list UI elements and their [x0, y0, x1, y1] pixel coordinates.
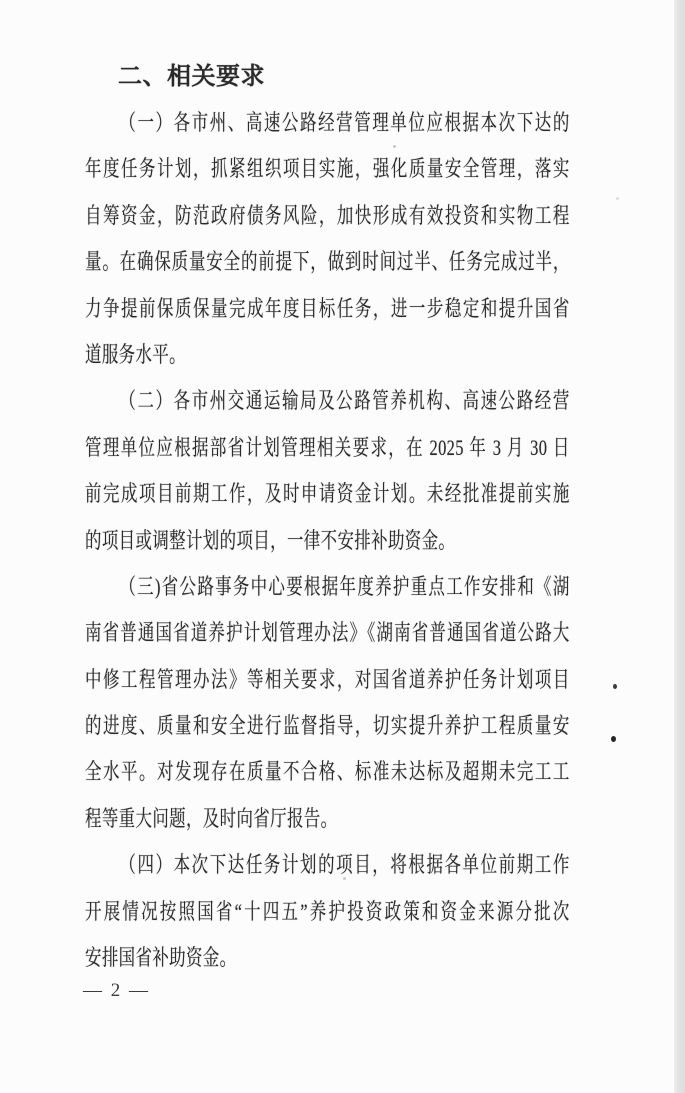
text-line: 的进度、质量和安全进行监督指导，切实提升养护工程质量安	[85, 713, 570, 739]
scan-speck	[393, 145, 396, 148]
text-line: 力争提前保质保量完成年度目标任务，进一步稳定和提升国省	[85, 295, 570, 321]
text-line: 全水平。对发现存在质量不合格、标准未达标及超期未完工工	[85, 759, 570, 785]
text-line: 年度任务计划，抓紧组织项目实施，强化质量安全管理，落实	[85, 156, 570, 182]
text-line: 程等重大问题，及时向省厅报告。	[85, 805, 338, 831]
text-line: 的项目或调整计划的项目，一律不安排补助资金。	[85, 527, 456, 553]
scan-speck	[613, 684, 617, 689]
page-number: — 2 —	[83, 980, 150, 1001]
document-body	[85, 100, 570, 981]
text-line: （三)省公路事务中心要根据年度养护重点工作安排和《湖	[119, 573, 570, 599]
text-line: 量。在确保质量安全的前提下，做到时间过半、任务完成过半，	[85, 249, 570, 275]
text-line: 南省普通国省道养护计划管理办法》《湖南省普通国省道公路大	[85, 620, 570, 646]
text-line: 前完成项目前期工作，及时申请资金计划。未经批准提前实施	[85, 481, 570, 507]
text-line: （二）各市州交通运输局及公路管养机构、高速公路经营	[119, 388, 570, 414]
text-line: （一）各市州、高速公路经营管理单位应根据本次下达的	[119, 110, 570, 135]
text-line: 自筹资金，防范政府债务风险，加快形成有效投资和实物工程	[85, 202, 570, 228]
scan-speck	[611, 736, 616, 742]
scan-edge-strip	[674, 0, 685, 1093]
section-heading: 二、相关要求	[118, 64, 265, 90]
text-line: 开展情况按照国省“十四五”养护投资政策和资金来源分批次	[85, 898, 570, 924]
text-line: 管理单位应根据部省计划管理相关要求，在 2025 年 3 月 30 日	[85, 434, 570, 460]
text-line: （四）本次下达任务计划的项目，将根据各单位前期工作	[119, 852, 570, 878]
scan-speck	[343, 877, 346, 880]
scan-speck	[616, 197, 619, 200]
text-line: 中修工程管理办法》等相关要求，对国省道养护任务计划项目	[85, 666, 570, 692]
text-line: 安排国省补助资金。	[85, 945, 237, 971]
text-line: 道服务水平。	[85, 341, 186, 367]
